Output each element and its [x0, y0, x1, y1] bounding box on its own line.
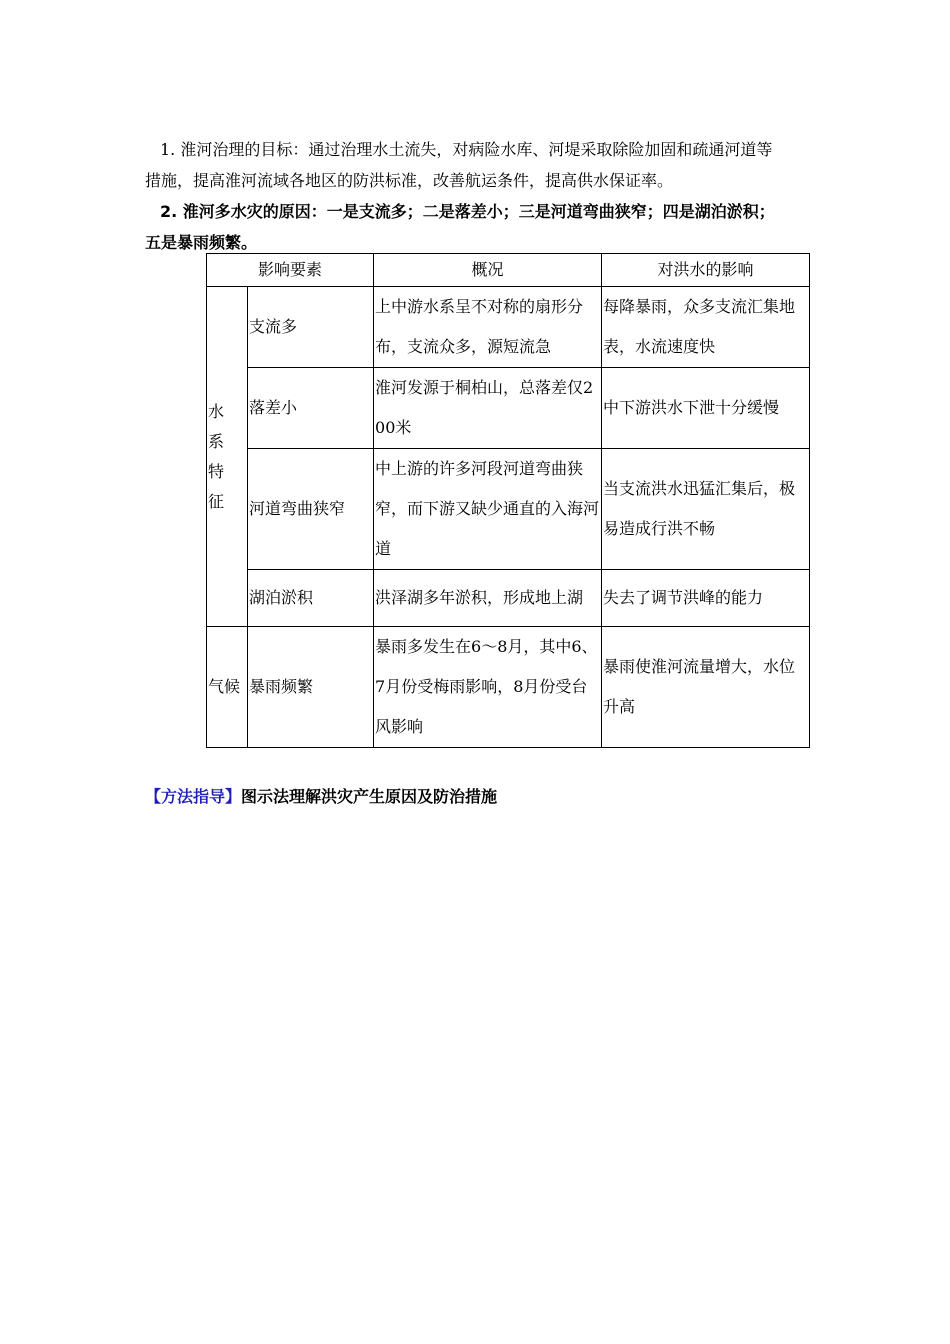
group-climate: 气候 — [207, 627, 248, 748]
impact-cell: 暴雨使淮河流量增大，水位升高 — [602, 627, 810, 748]
overview-cell: 上中游水系呈不对称的扇形分布，支流众多，源短流急 — [374, 287, 602, 368]
table-row — [207, 570, 810, 627]
header-factor: 影响要素 — [207, 254, 374, 287]
header-impact: 对洪水的影响 — [602, 254, 810, 287]
impact-cell: 当支流洪水迅猛汇集后，极易造成行洪不畅 — [602, 449, 810, 570]
method-guide — [145, 784, 497, 807]
impact-cell: 中下游洪水下泄十分缓慢 — [602, 368, 810, 449]
table-row — [207, 287, 810, 368]
overview-cell: 淮河发源于桐柏山，总落差仅200米 — [374, 368, 602, 449]
method-tag: 【方法指导】 — [145, 787, 242, 806]
impact-cell: 失去了调节洪峰的能力 — [602, 570, 810, 627]
paragraph-causes — [145, 196, 815, 258]
factor-cell: 落差小 — [248, 368, 374, 449]
method-text: 图示法理解洪灾产生原因及防治措施 — [241, 787, 498, 806]
goal-line-1: 1. 淮河治理的目标：通过治理水土流失，对病险水库、河堤采取除险加固和疏通河道等 — [160, 140, 773, 159]
impact-cell: 每降暴雨，众多支流汇集地表，水流速度快 — [602, 287, 810, 368]
factor-cell: 暴雨频繁 — [248, 627, 374, 748]
goal-line-2: 措施，提高淮河流域各地区的防洪标准，改善航运条件，提高供水保证率。 — [145, 171, 674, 190]
header-overview: 概况 — [374, 254, 602, 287]
table-row — [207, 627, 810, 748]
table-row — [207, 368, 810, 449]
table-row — [207, 449, 810, 570]
factor-cell: 湖泊淤积 — [248, 570, 374, 627]
causes-line-2: 五是暴雨频繁。 — [145, 233, 258, 252]
factor-cell: 支流多 — [248, 287, 374, 368]
paragraph-goal — [145, 134, 815, 196]
overview-cell: 洪泽湖多年淤积，形成地上湖 — [374, 570, 602, 627]
group-water-system: 水 系 特 征 — [207, 287, 248, 627]
causes-table — [206, 253, 810, 748]
factor-cell: 河道弯曲狭窄 — [248, 449, 374, 570]
causes-line-1: 2. 淮河多水灾的原因：一是支流多；二是落差小；三是河道弯曲狭窄；四是湖泊淤积； — [160, 202, 775, 221]
overview-cell: 中上游的许多河段河道弯曲狭窄，而下游又缺少通直的入海河道 — [374, 449, 602, 570]
overview-cell: 暴雨多发生在6～8月，其中6、7月份受梅雨影响，8月份受台风影响 — [374, 627, 602, 748]
table-header-row — [207, 254, 810, 287]
